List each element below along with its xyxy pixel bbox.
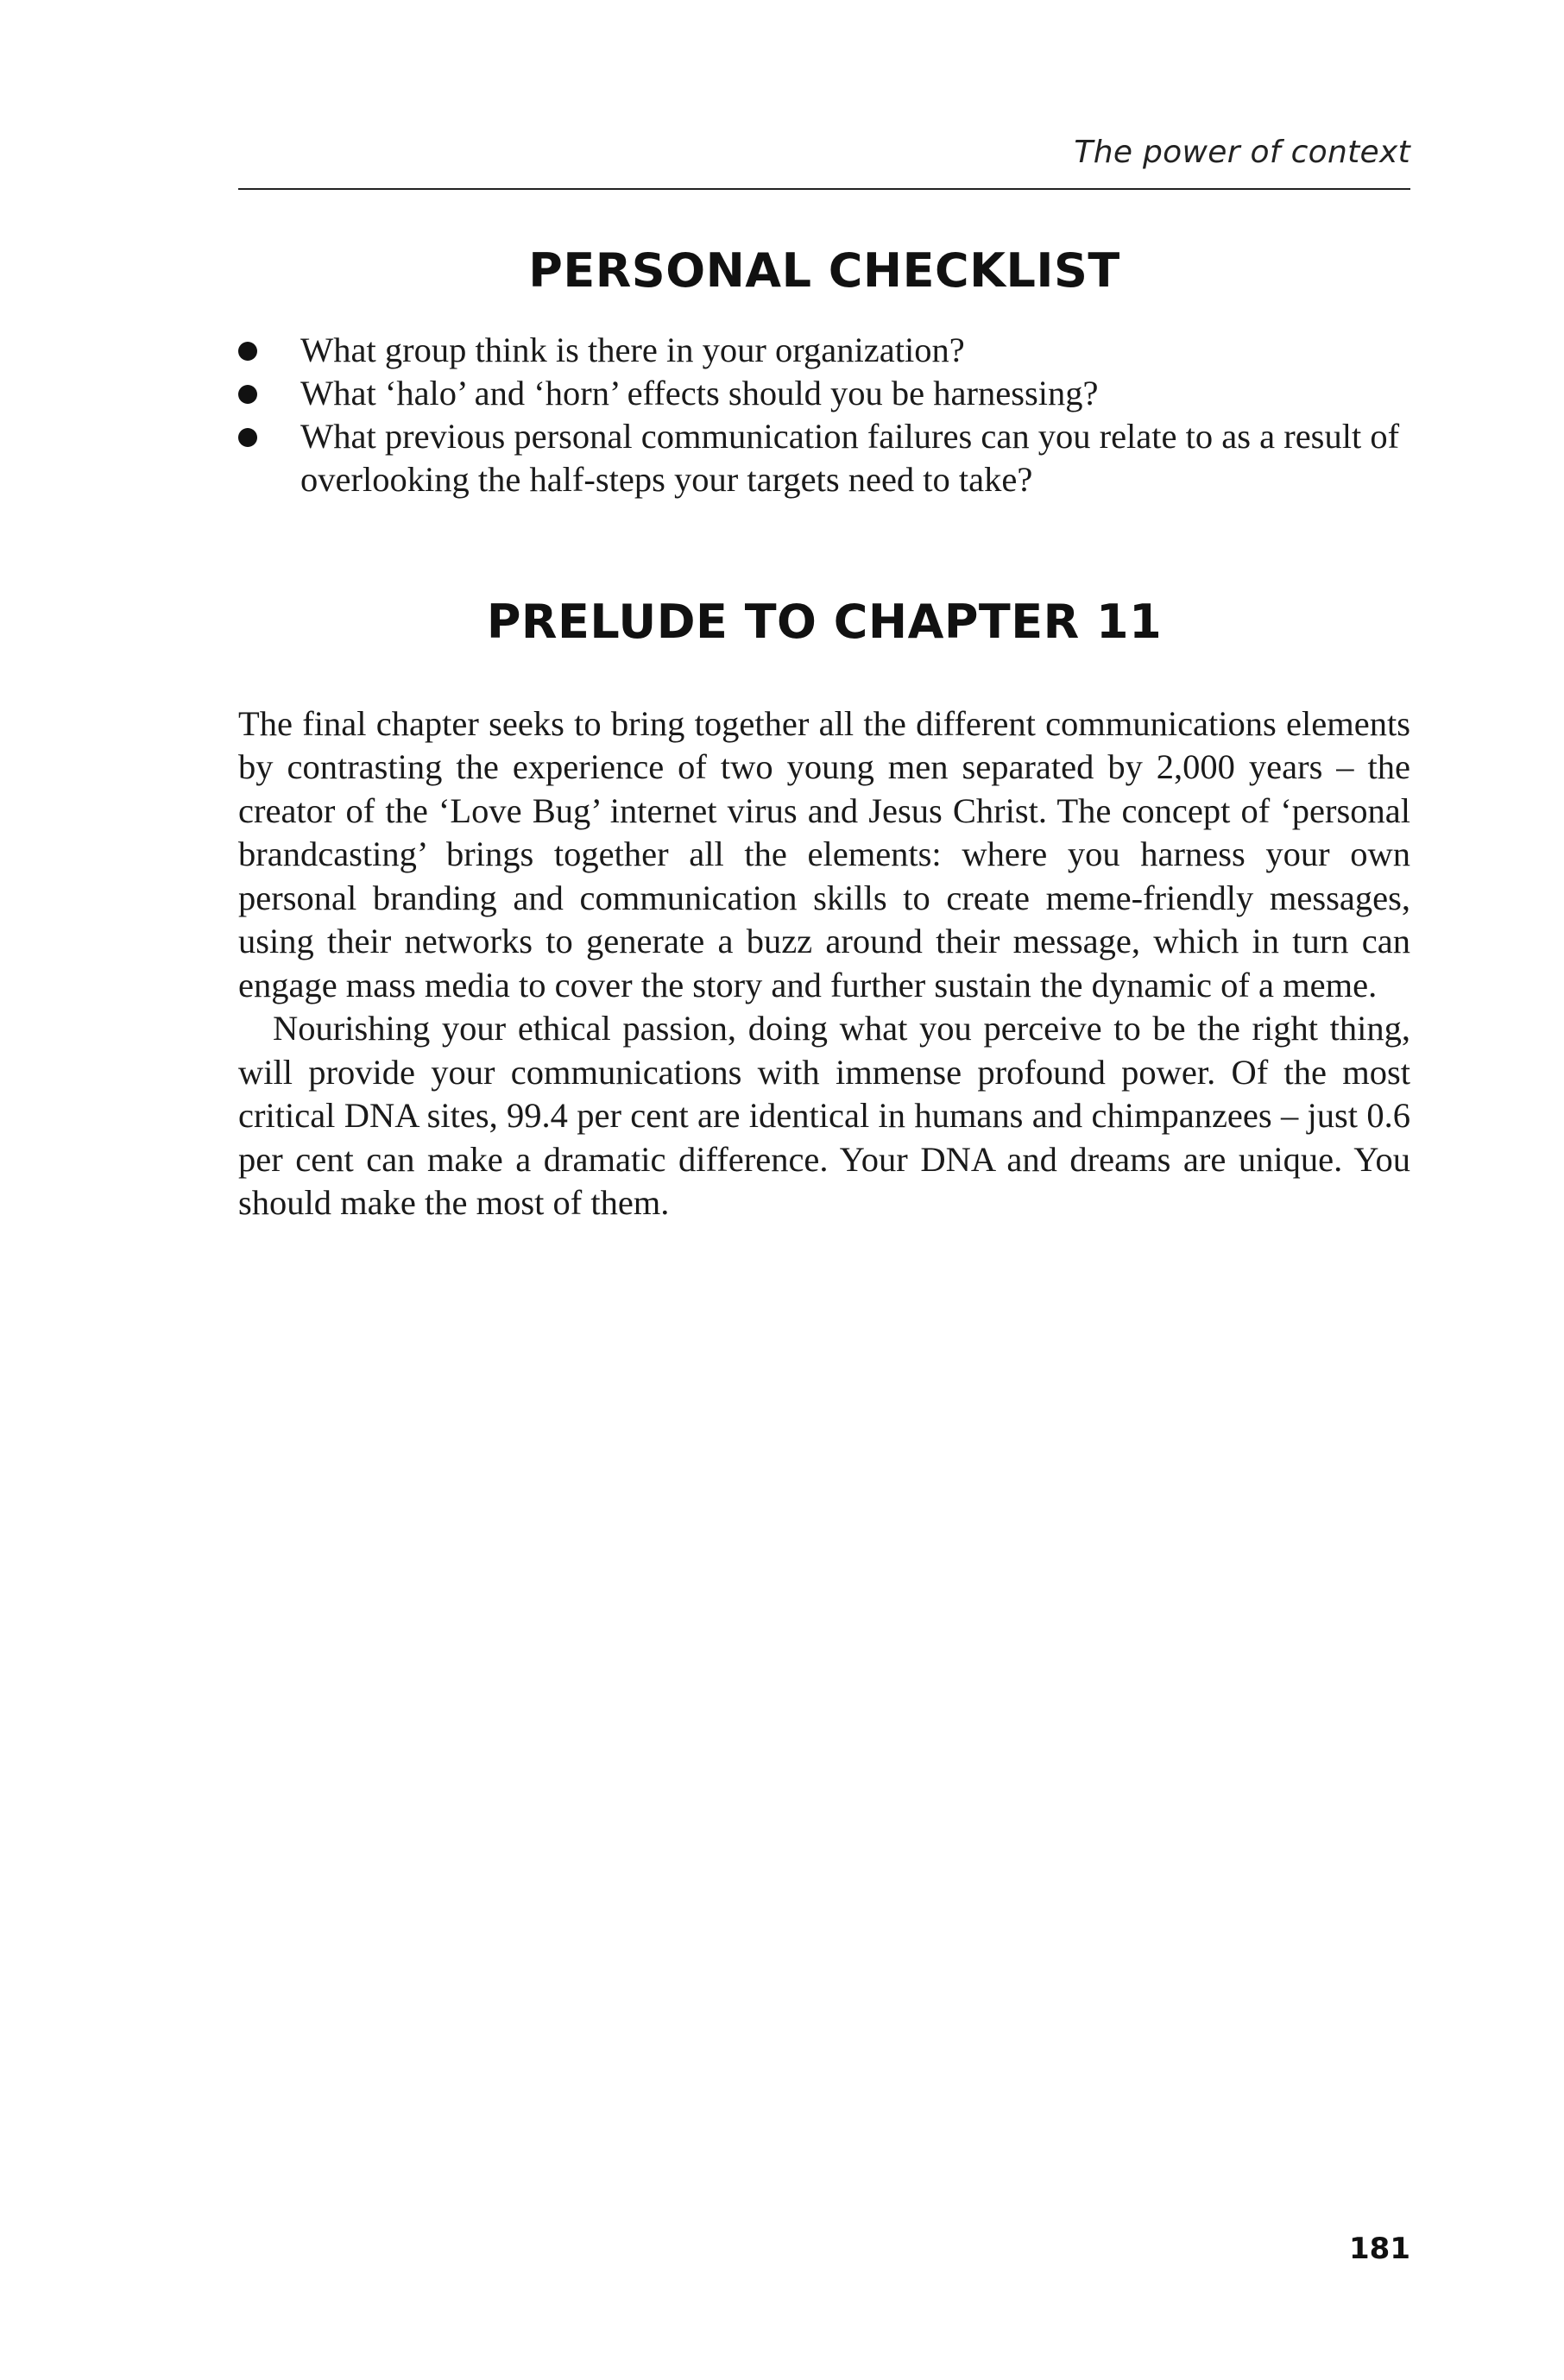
list-item xyxy=(238,372,1410,415)
bullet-icon xyxy=(238,428,257,447)
page-body xyxy=(238,243,1410,1225)
bullet-icon xyxy=(238,342,257,361)
prelude-text xyxy=(238,702,1410,1225)
list-item-text: What previous personal communication failures can you relate to as a result of overlooking the half-steps your targets need to take? xyxy=(300,416,1400,499)
list-item xyxy=(238,415,1410,501)
running-head: The power of context xyxy=(1074,135,1410,170)
paragraph: The final chapter seeks to bring together all the different communications elements by contrasting the experience of two young men separated by 2,000 years – the creator of the ‘Love Bug’ internet virus and Jesus Christ. The concept of ‘personal brandcasting’ brings together all the elements: where you harness your own personal branding and communication skills to create meme-friendly messages, using their networks to generate a buzz around their message, which in turn can engage mass media to cover the story and further sustain the dynamic of a meme. xyxy=(238,703,1410,1004)
header-rule xyxy=(238,188,1410,190)
list-item-text: What ‘halo’ and ‘horn’ effects should you be harnessing? xyxy=(300,373,1099,412)
prelude-heading: PRELUDE TO CHAPTER 11 xyxy=(486,594,1163,649)
page-number: 181 xyxy=(1349,2232,1410,2266)
paragraph: Nourishing your ethical passion, doing what you perceive to be the right thing, will provide your communications with immense profound power. Of the most critical DNA sites, 99.4 per cent are identical in humans and chimpanzees – just 0.6 per cent can make a dramatic difference. Your DNA and dreams are unique. You should make the most of them. xyxy=(238,1009,1410,1223)
checklist xyxy=(238,329,1410,501)
checklist-heading: PERSONAL CHECKLIST xyxy=(528,243,1120,298)
bullet-icon xyxy=(238,385,257,404)
list-item-text: What group think is there in your organization? xyxy=(300,330,965,369)
list-item xyxy=(238,329,1410,372)
